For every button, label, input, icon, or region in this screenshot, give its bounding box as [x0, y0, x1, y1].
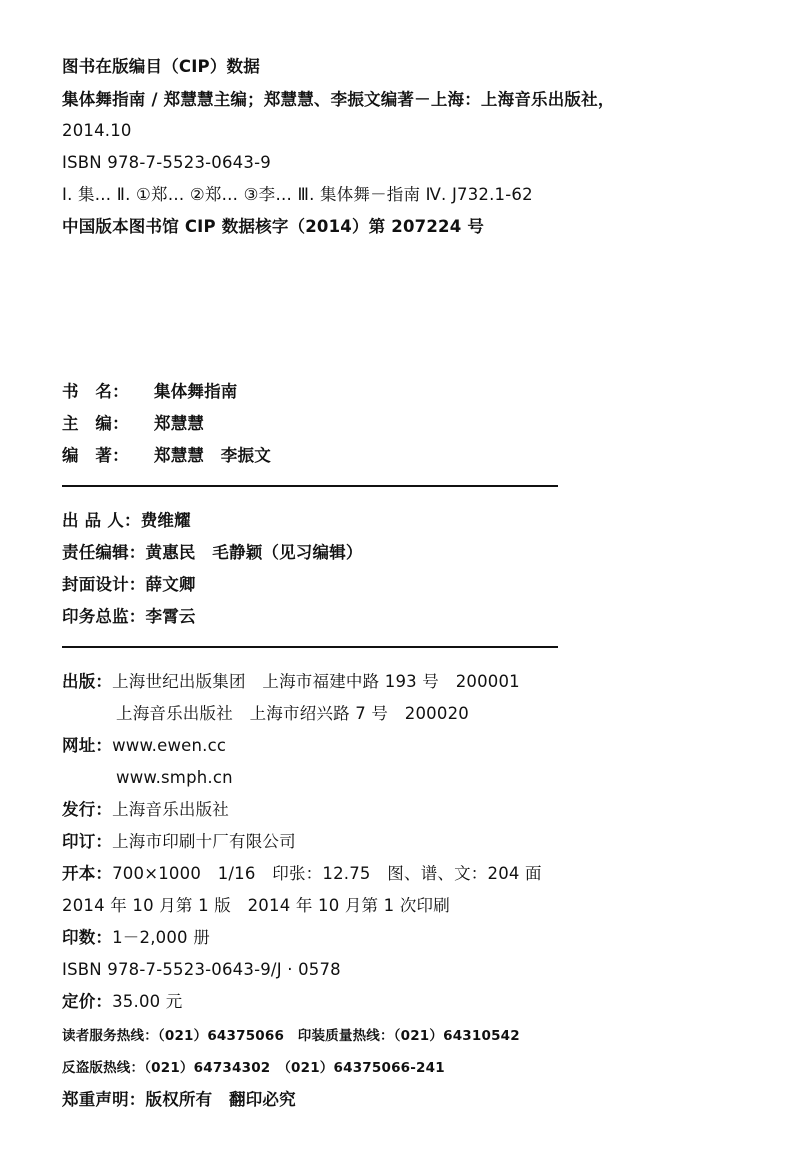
format-label: 开本：: [62, 864, 113, 883]
book-editor-value: 郑慧慧: [154, 414, 205, 433]
printing-director-value: 李霄云: [145, 607, 196, 626]
distributor-value: 上海音乐出版社: [112, 800, 230, 819]
responsible-editor-label: 责任编辑：: [62, 543, 146, 562]
cip-title: 图书在版编目（CIP）数据: [62, 57, 260, 76]
publisher-row: [62, 671, 520, 693]
cover-design-value: 薛文卿: [145, 575, 196, 594]
book-editor-label: 主 编：: [62, 414, 129, 433]
publisher-line-2: 上海音乐出版社 上海市绍兴路 7 号 200020: [116, 704, 469, 723]
producer-row: [62, 510, 191, 532]
website-2: www.smph.cn: [116, 768, 233, 787]
antipiracy-hotline: 反盗版热线：（021）64734302 （021）64375066-241: [62, 1060, 445, 1076]
price-label: 定价：: [62, 992, 113, 1011]
notice-value: 版权所有 翻印必究: [145, 1090, 296, 1109]
printer-label: 印订：: [62, 832, 113, 851]
printer-row: [62, 831, 296, 853]
notice-label: 郑重声明：: [62, 1090, 146, 1109]
printer-value: 上海市印刷十厂有限公司: [112, 832, 296, 851]
notice-row: [62, 1089, 296, 1111]
cip-verification: 中国版本图书馆 CIP 数据核字（2014）第 207224 号: [62, 217, 485, 236]
format-row: [62, 863, 542, 885]
book-title-row: [62, 381, 238, 403]
price-row: [62, 991, 183, 1013]
edition: 2014 年 10 月第 1 版 2014 年 10 月第 1 次印刷: [62, 896, 450, 915]
producer-value: 费维耀: [140, 511, 191, 530]
divider-1: [62, 485, 558, 487]
print-run-value: 1－2,000 册: [112, 928, 210, 947]
price-value: 35.00 元: [112, 992, 183, 1011]
distributor-label: 发行：: [62, 800, 113, 819]
website-row: [62, 735, 226, 757]
cip-classification: Ⅰ. 集… Ⅱ. ①郑… ②郑… ③李… Ⅲ. 集体舞－指南 Ⅳ. J732.1-62: [62, 185, 533, 204]
printing-director-label: 印务总监：: [62, 607, 146, 626]
book-title-value: 集体舞指南: [154, 382, 238, 401]
cip-isbn: ISBN 978-7-5523-0643-9: [62, 153, 271, 172]
responsible-editor-value: 黄惠民 毛静颖（见习编辑）: [145, 543, 363, 562]
responsible-editor-row: [62, 542, 363, 564]
book-authors-value: 郑慧慧 李振文: [154, 446, 271, 465]
book-editor-row: [62, 413, 204, 435]
format-value: 700×1000 1/16 印张：12.75 图、谱、文：204 面: [112, 864, 542, 883]
distributor-row: [62, 799, 229, 821]
divider-2: [62, 646, 558, 648]
cip-line-2: 2014.10: [62, 121, 132, 140]
cover-design-label: 封面设计：: [62, 575, 146, 594]
website-1: www.ewen.cc: [112, 736, 227, 755]
book-title-label: 书 名：: [62, 382, 129, 401]
book-authors-row: [62, 445, 271, 467]
cover-design-row: [62, 574, 196, 596]
cip-line-1: 集体舞指南 / 郑慧慧主编；郑慧慧、李振文编著－上海：上海音乐出版社，: [62, 90, 615, 109]
publisher-label: 出版：: [62, 672, 113, 691]
print-run-row: [62, 927, 210, 949]
website-label: 网址：: [62, 736, 113, 755]
print-run-label: 印数：: [62, 928, 113, 947]
printing-director-row: [62, 606, 196, 628]
service-hotline: 读者服务热线：（021）64375066 印装质量热线：（021）64310542: [62, 1028, 520, 1044]
producer-label: 出 品 人：: [62, 511, 141, 530]
book-authors-label: 编 著：: [62, 446, 129, 465]
isbn-full: ISBN 978-7-5523-0643-9/J · 0578: [62, 960, 341, 979]
publisher-line-1: 上海世纪出版集团 上海市福建中路 193 号 200001: [112, 672, 520, 691]
